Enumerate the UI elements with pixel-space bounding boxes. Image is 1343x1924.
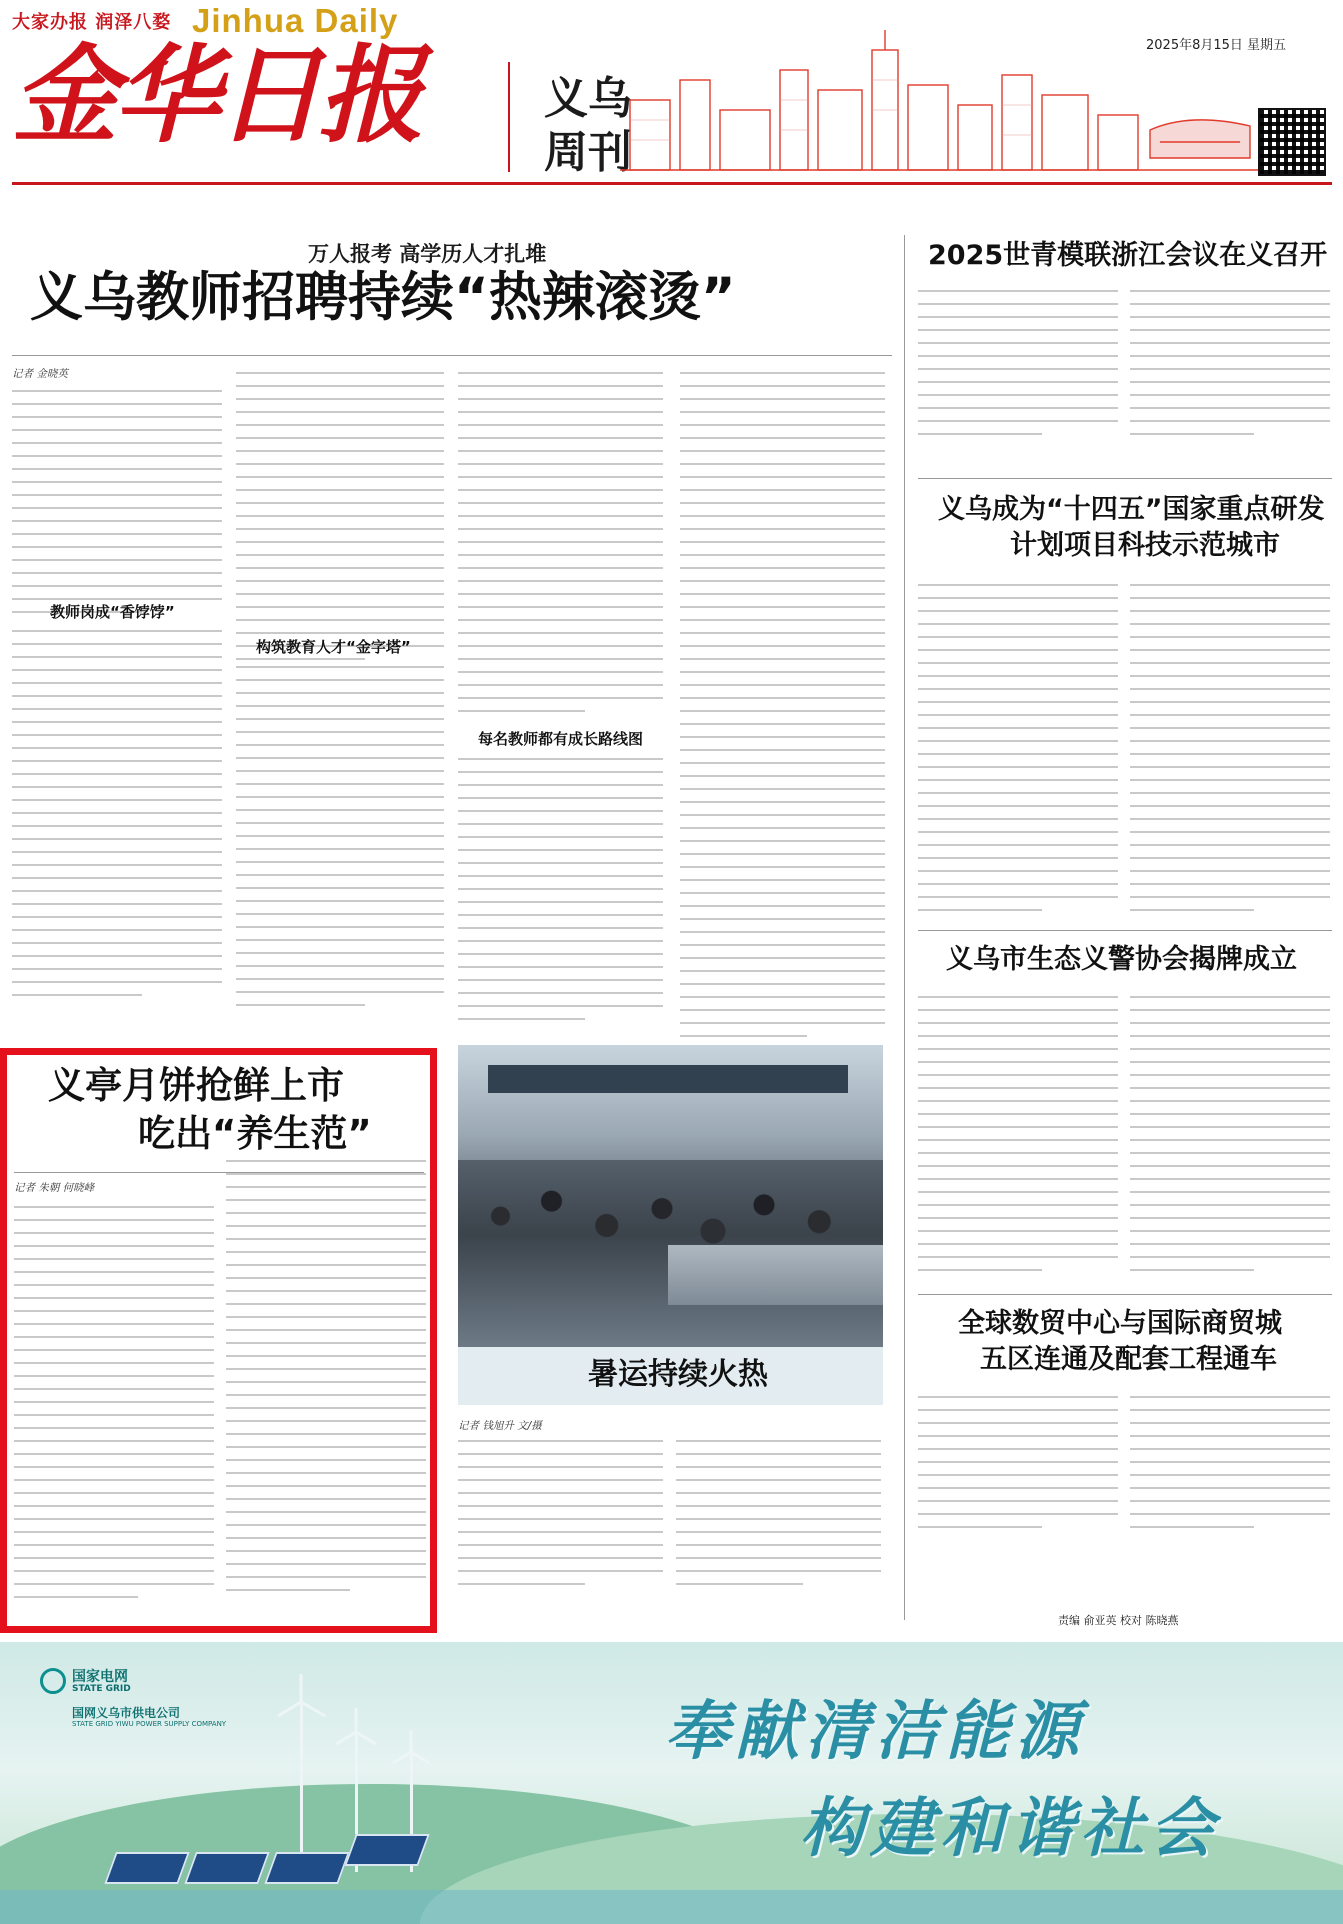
key-rd-headline-line1: 义乌成为“十四五”国家重点研发	[938, 494, 1325, 525]
ad-brand: 国家电网	[72, 1669, 128, 1685]
masthead-slogan: 大家办报 润泽八婺	[12, 12, 172, 33]
ad-slogan-line1: 奉献清洁能源	[665, 1695, 1085, 1769]
key-rd-body-col2	[1130, 584, 1330, 922]
trade-center-body-col1	[918, 1396, 1118, 1539]
ticket-gates	[668, 1245, 883, 1305]
right-rule-1	[918, 478, 1332, 479]
lead-subhead-1: 教师岗成“香饽饽”	[50, 603, 175, 621]
train-station-photo	[458, 1045, 883, 1347]
eco-police-body-col1	[918, 996, 1118, 1282]
lead-body-col3b	[458, 758, 663, 1031]
trade-center-body-col2	[1130, 1396, 1330, 1539]
lead-body-col4	[680, 372, 885, 1048]
section-name-line2: 周刊	[544, 127, 632, 178]
youth-mun-body-col2	[1130, 290, 1330, 446]
mooncake-body-col1	[14, 1206, 214, 1609]
ad-slogan-line2: 构建和谐社会	[800, 1792, 1220, 1866]
mooncake-byline: 记者 朱朝 何晓峰	[14, 1182, 95, 1194]
departure-board	[488, 1065, 848, 1093]
key-rd-headline-line2: 计划项目科技示范城市	[1010, 530, 1280, 561]
lead-byline: 记者 金晓英	[12, 368, 68, 380]
eco-police-body-col2	[1130, 996, 1330, 1282]
turbine-blades-icon	[270, 1672, 460, 1792]
masthead-divider	[508, 62, 510, 172]
solar-panel-icon	[344, 1834, 430, 1866]
state-grid-advertisement	[0, 1642, 1343, 1924]
lead-headline: 义乌教师招聘持续“热辣滚烫”	[30, 267, 736, 328]
editor-credit: 责编 俞亚英 校对 陈晓燕	[1058, 1614, 1179, 1627]
lead-body-col1b	[12, 630, 222, 1007]
photo-story-headline: 暑运持续火热	[588, 1357, 768, 1392]
photo-story-body-col1	[458, 1440, 663, 1596]
solar-panel-icon	[104, 1852, 190, 1884]
lead-rule	[12, 355, 892, 356]
masthead	[0, 0, 1343, 178]
section-name-line1: 义乌	[544, 73, 632, 124]
photo-story-body-col2	[676, 1440, 881, 1596]
key-rd-body-col1	[918, 584, 1118, 922]
lead-body-col3	[458, 372, 663, 723]
qr-code-icon	[1258, 108, 1326, 176]
lead-body-col1	[12, 390, 222, 624]
issue-date: 2025年8月15日 星期五	[1146, 38, 1287, 53]
state-grid-logo-icon	[40, 1668, 66, 1694]
ad-company-english: STATE GRID YIWU POWER SUPPLY COMPANY	[72, 1720, 227, 1728]
lead-body-col2b	[236, 666, 444, 1017]
solar-panel-icon	[264, 1852, 350, 1884]
mooncake-headline-line1: 义亭月饼抢鲜上市	[48, 1064, 344, 1107]
photo-story-byline: 记者 钱旭升 文/摄	[458, 1420, 542, 1432]
lead-kicker: 万人报考 高学历人才扎堆	[308, 242, 547, 266]
right-rule-3	[918, 1294, 1332, 1295]
solar-panel-icon	[184, 1852, 270, 1884]
ad-water	[0, 1890, 1343, 1924]
masthead-english-title: Jinhua Daily	[192, 2, 399, 39]
eco-police-headline: 义乌市生态义警协会揭牌成立	[946, 944, 1297, 975]
lead-subhead-2: 构筑教育人才“金字塔”	[256, 638, 411, 656]
column-divider	[904, 235, 905, 1620]
mooncake-headline-line2: 吃出“养生范”	[138, 1112, 372, 1155]
trade-center-headline-line2: 五区连通及配套工程通车	[980, 1344, 1277, 1375]
lead-body-col2	[236, 372, 444, 671]
youth-mun-headline: 2025世青模联浙江会议在义召开	[928, 240, 1328, 271]
youth-mun-body-col1	[918, 290, 1118, 446]
ad-company: 国网义乌市供电公司	[72, 1706, 181, 1720]
ad-brand-english: STATE GRID	[72, 1684, 131, 1694]
masthead-rule	[12, 182, 1332, 185]
right-rule-2	[918, 930, 1332, 931]
mooncake-body-col2	[226, 1160, 426, 1602]
newspaper-title: 金华日报	[12, 32, 420, 157]
trade-center-headline-line1: 全球数贸中心与国际商贸城	[958, 1308, 1282, 1339]
lead-subhead-3: 每名教师都有成长路线图	[478, 730, 644, 748]
